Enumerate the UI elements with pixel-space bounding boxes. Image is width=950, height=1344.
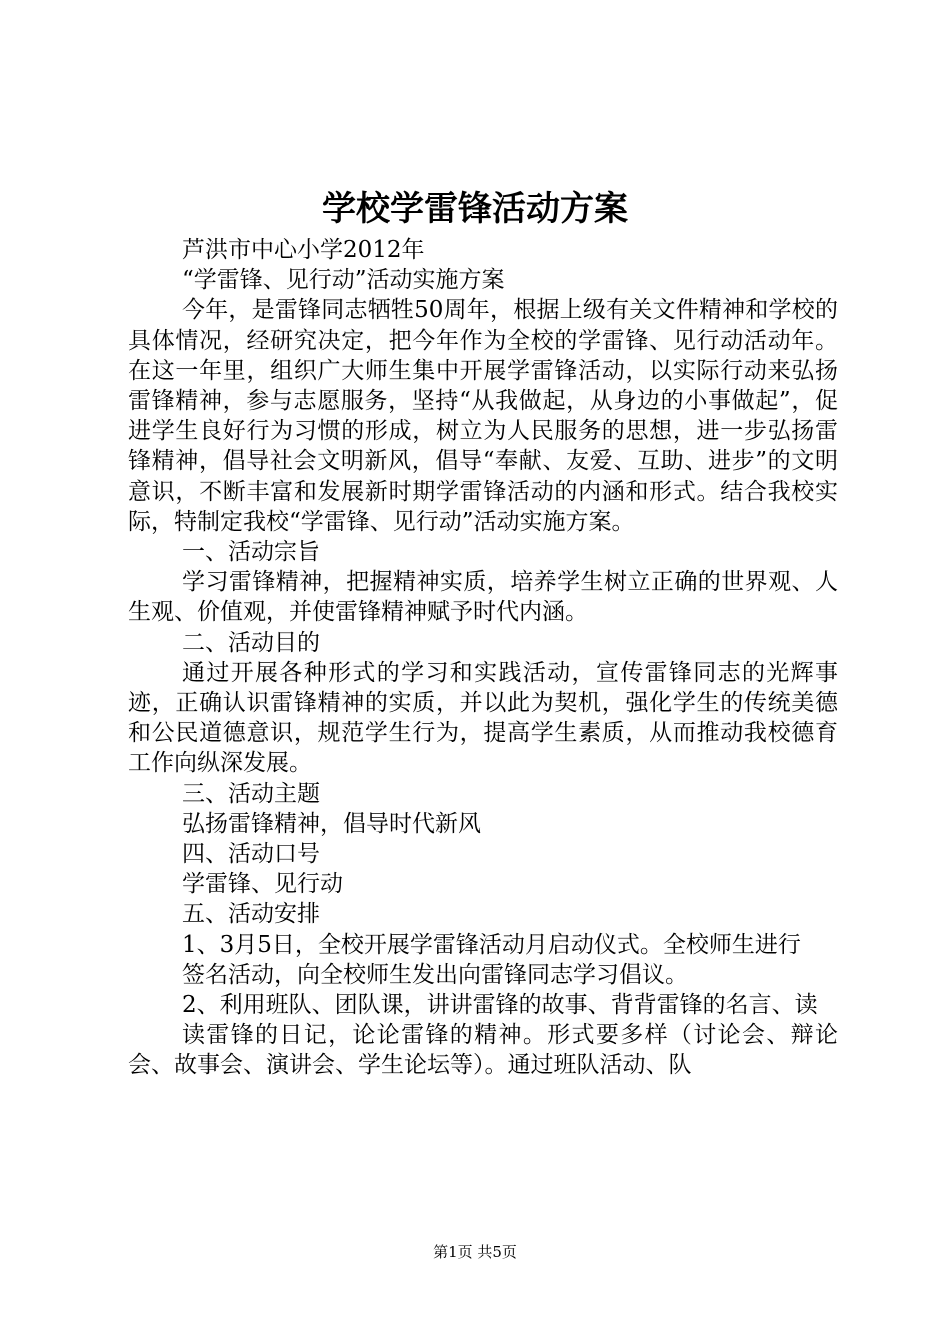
heading-purpose: 一、活动宗旨 [182, 539, 320, 566]
heading-arrangement: 五、活动安排 [182, 901, 320, 928]
paragraph-arrangement-1: 1、3月5日，全校开展学雷锋活动月启动仪式。全校师生进行 [182, 931, 801, 958]
document-body [128, 235, 838, 1081]
page-footer: 第1页 共5页 [433, 1243, 517, 1261]
paragraph-intro: 今年，是雷锋同志牺牲50周年，根据上级有关文件精神和学校的具体情况，经研究决定，把今年作为全校的学雷锋、见行动活动年。在这一年里，组织广大师生集中开展学雷锋活动，以实际行动来弘扬雷锋精神，参与志愿服务，坚持“从我做起，从身边的小事做起”，促进学生良好行为习惯的形成，树立为人民服务的思想，进一步弘扬雷锋精神，倡导社会文明新风，倡导“奉献、友爱、互助、进步”的文明意识，不断丰富和发展新时期学雷锋活动的内涵和形式。结合我校实际，特制定我校“学雷锋、见行动”活动实施方案。 [128, 297, 838, 535]
paragraph-arrangement-2-cont: 读雷锋的日记，论论雷锋的精神。形式要多样（讨论会、辩论会、故事会、演讲会、学生论坛等）。通过班队活动、队 [128, 1022, 838, 1079]
paragraph-purpose: 学习雷锋精神，把握精神实质，培养学生树立正确的世界观、人生观、价值观，并使雷锋精神赋予时代内涵。 [128, 569, 838, 626]
paragraph-goal: 通过开展各种形式的学习和实践活动，宣传雷锋同志的光辉事迹，正确认识雷锋精神的实质，并以此为契机，强化学生的传统美德和公民道德意识，规范学生行为，提高学生素质，从而推动我校德育工作向纵深发展。 [128, 659, 838, 777]
paragraph-theme: 弘扬雷锋精神，倡导时代新风 [182, 810, 481, 837]
paragraph-arrangement-2: 2、利用班队、团队课，讲讲雷锋的故事、背背雷锋的名言、读 [182, 992, 818, 1019]
paragraph-slogan: 学雷锋、见行动 [182, 871, 343, 898]
paragraph-school-year: 芦洪市中心小学2012年 [182, 237, 425, 263]
paragraph-arrangement-1-cont: 签名活动，向全校师生发出向雷锋同志学习倡议。 [182, 961, 688, 988]
heading-slogan: 四、活动口号 [182, 841, 320, 868]
document-title: 学校学雷锋活动方案 [322, 189, 628, 229]
paragraph-plan-name: “学雷锋、见行动”活动实施方案 [182, 267, 505, 294]
heading-goal: 二、活动目的 [182, 629, 320, 656]
heading-theme: 三、活动主题 [182, 780, 320, 807]
